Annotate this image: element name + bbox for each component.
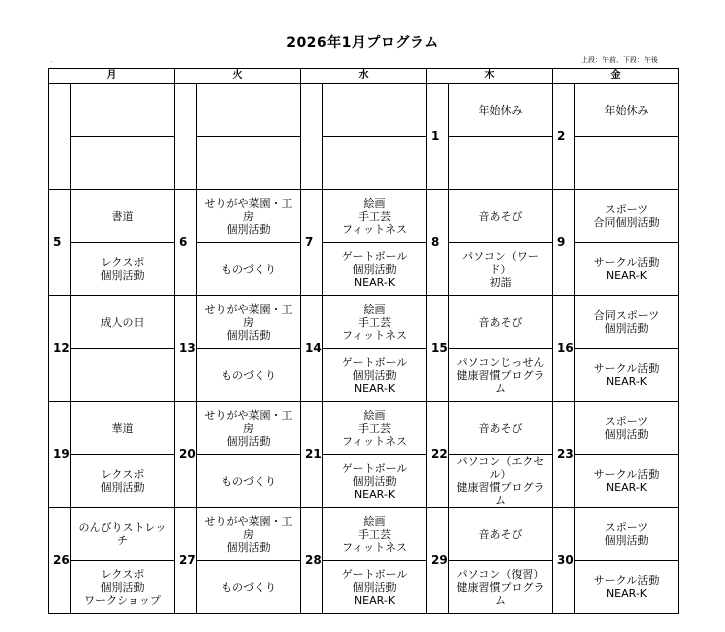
program-pm-text: ものづくり (221, 474, 276, 488)
program-am-text: 書道 (111, 209, 134, 223)
program-am-text: せりがや菜園・工 房 個別活動 (204, 196, 293, 236)
program-am-text: 絵画 手工芸 フィットネス (341, 514, 407, 554)
program-pm-text: レクスポ 個別活動 ワークショップ (84, 567, 161, 607)
program-am-cell (575, 190, 679, 243)
program-am-text: せりがや菜園・工 房 個別活動 (204, 514, 293, 554)
program-pm-text: パソコン（ワード） 初詣 (462, 249, 539, 289)
program-am-text: 音あそび (478, 315, 523, 329)
date-number-thu: 1 (427, 84, 449, 190)
week-row-am (49, 84, 679, 137)
weekday-header-fri: 金 (553, 69, 679, 84)
date-number-mon (49, 84, 71, 190)
program-am-cell (449, 508, 553, 561)
week-row-am (49, 190, 679, 243)
program-am-text: 年始休み (604, 103, 649, 117)
program-am-cell (323, 508, 427, 561)
program-am-cell (197, 402, 301, 455)
program-pm-cell (71, 455, 175, 508)
program-pm-text: ゲートボール 個別活動 NEAR-K (341, 355, 408, 395)
program-pm-text: パソコン（エクセ ル） 健康習慣プログラ ム (456, 455, 545, 507)
program-am-text: 音あそび (478, 527, 523, 541)
program-pm-text: ゲートボール 個別活動 NEAR-K (341, 567, 408, 607)
program-am-text: スポーツ 個別活動 (604, 415, 649, 441)
program-am-text: 音あそび (478, 421, 523, 435)
week-row-am (49, 402, 679, 455)
date-number-mon: 26 (49, 508, 71, 614)
program-am-text: のんびりストレッチ (78, 521, 167, 547)
program-pm-cell (449, 349, 553, 402)
program-am-cell (197, 84, 301, 137)
page-title: 2026年1月プログラム (286, 35, 439, 51)
program-am-text: 合同スポーツ 個別活動 (593, 309, 660, 335)
date-number-mon: 19 (49, 402, 71, 508)
program-am-cell (71, 296, 175, 349)
program-pm-cell (575, 349, 679, 402)
program-am-text: 絵画 手工芸 フィットネス (341, 302, 407, 342)
program-am-cell (575, 508, 679, 561)
week-row-pm (49, 349, 679, 402)
program-pm-cell (449, 455, 553, 508)
weekday-header-mon: 月 (49, 69, 175, 84)
program-pm-cell (71, 349, 175, 402)
program-pm-cell (449, 137, 553, 190)
date-number-fri: 2 (553, 84, 575, 190)
date-number-thu: 8 (427, 190, 449, 296)
program-am-cell (449, 190, 553, 243)
program-am-cell (71, 508, 175, 561)
program-am-text: せりがや菜園・工 房 個別活動 (204, 408, 293, 448)
program-am-text: 絵画 手工芸 フィットネス (341, 408, 407, 448)
program-pm-text: ものづくり (221, 262, 276, 276)
program-am-cell (71, 402, 175, 455)
program-pm-cell (575, 243, 679, 296)
week-row-pm (49, 137, 679, 190)
date-number-tue: 6 (175, 190, 197, 296)
program-am-cell (71, 84, 175, 137)
program-am-text: スポーツ 個別活動 (604, 521, 649, 547)
program-pm-text: サークル活動 NEAR-K (593, 362, 660, 388)
program-pm-cell (449, 243, 553, 296)
date-number-fri: 9 (553, 190, 575, 296)
program-am-cell (323, 190, 427, 243)
program-am-cell (323, 296, 427, 349)
program-pm-cell (323, 455, 427, 508)
program-am-cell (449, 402, 553, 455)
program-am-text: 絵画 手工芸 フィットネス (341, 196, 407, 236)
date-number-fri: 16 (553, 296, 575, 402)
program-am-cell (197, 296, 301, 349)
date-number-thu: 15 (427, 296, 449, 402)
program-pm-cell (449, 561, 553, 614)
program-pm-cell (197, 137, 301, 190)
program-pm-text: ゲートボール 個別活動 NEAR-K (341, 461, 408, 501)
date-number-tue: 13 (175, 296, 197, 402)
program-pm-text: パソコンじっせん 健康習慣プログラ ム (456, 355, 545, 395)
program-pm-cell (71, 137, 175, 190)
date-number-wed: 28 (301, 508, 323, 614)
program-pm-cell (197, 243, 301, 296)
program-am-cell (323, 402, 427, 455)
week-row-pm (49, 243, 679, 296)
weekday-header-thu: 木 (427, 69, 553, 84)
program-am-cell (197, 508, 301, 561)
date-number-wed: 14 (301, 296, 323, 402)
date-number-fri: 30 (553, 508, 575, 614)
program-pm-text: ものづくり (221, 368, 276, 382)
program-pm-text: サークル活動 NEAR-K (593, 256, 660, 282)
week-row-pm (49, 561, 679, 614)
date-number-thu: 29 (427, 508, 449, 614)
program-calendar (48, 68, 679, 614)
program-pm-cell (323, 561, 427, 614)
program-pm-cell (71, 243, 175, 296)
program-am-text: 成人の日 (100, 315, 145, 329)
weekday-header-wed: 水 (301, 69, 427, 84)
program-pm-cell (323, 243, 427, 296)
program-pm-cell (323, 137, 427, 190)
program-pm-cell (575, 455, 679, 508)
date-number-tue: 20 (175, 402, 197, 508)
program-am-cell (575, 296, 679, 349)
program-pm-cell (197, 455, 301, 508)
date-number-wed: 7 (301, 190, 323, 296)
date-number-wed (301, 84, 323, 190)
date-number-mon: 5 (49, 190, 71, 296)
program-pm-text: レクスポ 個別活動 (100, 468, 145, 494)
program-pm-cell (575, 137, 679, 190)
weekday-header-tue: 火 (175, 69, 301, 84)
program-am-cell (575, 402, 679, 455)
week-row-am (49, 508, 679, 561)
program-am-text: 年始休み (478, 103, 523, 117)
program-am-text: 華道 (111, 421, 134, 435)
program-pm-cell (197, 561, 301, 614)
date-number-wed: 21 (301, 402, 323, 508)
program-am-text: 音あそび (478, 209, 523, 223)
date-number-thu: 22 (427, 402, 449, 508)
stray-dot: · (50, 58, 53, 66)
program-am-cell (197, 190, 301, 243)
date-number-mon: 12 (49, 296, 71, 402)
week-row-am (49, 296, 679, 349)
date-number-fri: 23 (553, 402, 575, 508)
program-pm-cell (71, 561, 175, 614)
program-pm-cell (323, 349, 427, 402)
program-pm-text: パソコン（復習） 健康習慣プログラ ム (456, 567, 545, 607)
program-pm-cell (197, 349, 301, 402)
program-pm-text: サークル活動 NEAR-K (593, 574, 660, 600)
program-am-cell (575, 84, 679, 137)
week-row-pm (49, 455, 679, 508)
program-am-cell (323, 84, 427, 137)
program-pm-text: ゲートボール 個別活動 NEAR-K (341, 249, 408, 289)
date-number-tue (175, 84, 197, 190)
program-pm-text: サークル活動 NEAR-K (593, 468, 660, 494)
schedule-legend-note: 上段：午前、下段：午後 (581, 56, 658, 64)
program-am-cell (449, 84, 553, 137)
date-number-tue: 27 (175, 508, 197, 614)
program-pm-cell (575, 561, 679, 614)
program-am-cell (71, 190, 175, 243)
program-am-text: せりがや菜園・工 房 個別活動 (204, 302, 293, 342)
weekday-header-row (49, 69, 679, 84)
program-pm-text: レクスポ 個別活動 (100, 256, 145, 282)
program-am-cell (449, 296, 553, 349)
program-pm-text: ものづくり (221, 580, 276, 594)
program-am-text: スポーツ 合同個別活動 (593, 203, 660, 229)
